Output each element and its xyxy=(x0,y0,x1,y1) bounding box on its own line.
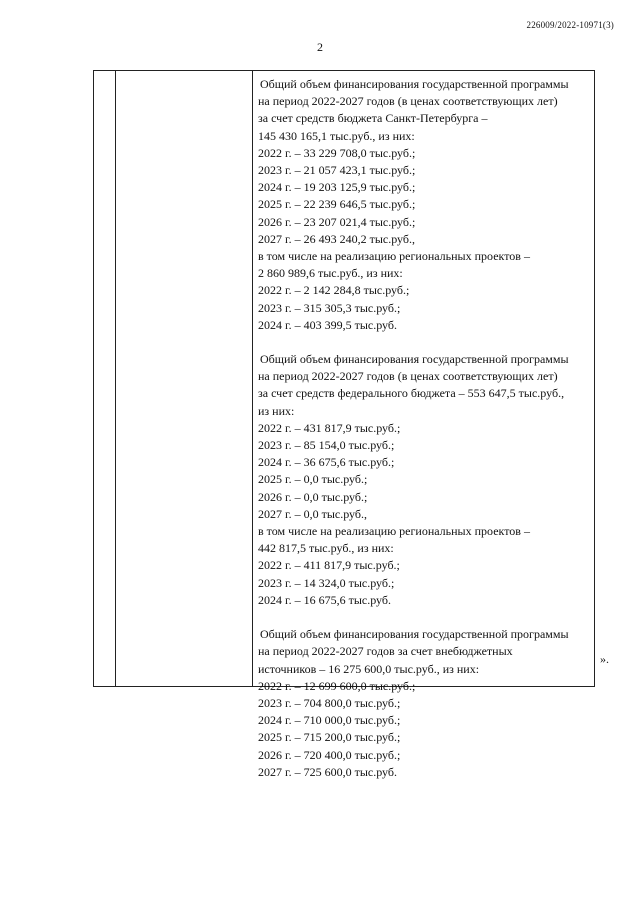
text-line: 2022 г. – 2 142 284,8 тыс.руб.; xyxy=(258,283,410,298)
text-line: в том числе на реализацию региональных проектов – xyxy=(258,524,530,539)
text-line: за счет средств федерального бюджета – 553 647,5 тыс.руб., xyxy=(258,386,565,401)
text-line: 2026 г. – 720 400,0 тыс.руб.; xyxy=(258,747,401,762)
financing-table xyxy=(93,70,595,779)
text-line: 2023 г. – 21 057 423,1 тыс.руб.; xyxy=(258,163,416,178)
text-line: Общий объем финансирования государственной программы xyxy=(260,352,569,367)
text-line: 2024 г. – 16 675,6 тыс.руб. xyxy=(258,592,391,607)
text-line: на период 2022-2027 годов (в ценах соответствующих лет) xyxy=(258,94,558,109)
financing-paragraph xyxy=(258,76,588,334)
text-line: Общий объем финансирования государственной программы xyxy=(260,77,569,91)
column-divider-1 xyxy=(115,71,116,686)
text-line: 2027 г. – 26 493 240,2 тыс.руб., xyxy=(258,231,415,246)
text-line: источников – 16 275 600,0 тыс.руб., из них: xyxy=(258,661,480,676)
text-line: 2025 г. – 0,0 тыс.руб.; xyxy=(258,472,368,487)
text-line: 2027 г. – 725 600,0 тыс.руб. xyxy=(258,764,397,779)
text-line: 2023 г. – 704 800,0 тыс.руб.; xyxy=(258,695,401,710)
text-line: 145 430 165,1 тыс.руб., из них: xyxy=(258,128,415,143)
text-line: 442 817,5 тыс.руб., из них: xyxy=(258,541,394,556)
text-line: 2026 г. – 23 207 021,4 тыс.руб.; xyxy=(258,214,416,229)
text-line: 2025 г. – 715 200,0 тыс.руб.; xyxy=(258,730,401,745)
text-line: на период 2022-2027 годов за счет внебюджетных xyxy=(258,644,513,659)
page-number: 2 xyxy=(317,40,323,54)
text-line: из них: xyxy=(258,403,295,418)
closing-quote: ». xyxy=(600,652,609,666)
text-line: 2026 г. – 0,0 тыс.руб.; xyxy=(258,489,368,504)
text-line: 2022 г. – 411 817,9 тыс.руб.; xyxy=(258,558,400,573)
text-line: 2023 г. – 14 324,0 тыс.руб.; xyxy=(258,575,395,590)
text-line: 2024 г. – 403 399,5 тыс.руб. xyxy=(258,317,397,332)
text-line: на период 2022-2027 годов (в ценах соответствующих лет) xyxy=(258,369,558,384)
financing-paragraph xyxy=(258,626,588,781)
financing-paragraph xyxy=(258,351,588,609)
document-number: 226009/2022-10971(3) xyxy=(526,20,614,30)
text-line: 2024 г. – 710 000,0 тыс.руб.; xyxy=(258,713,401,728)
column-divider-2 xyxy=(252,71,253,686)
text-line: 2023 г. – 315 305,3 тыс.руб.; xyxy=(258,300,401,315)
text-line: 2025 г. – 22 239 646,5 тыс.руб.; xyxy=(258,197,416,212)
text-line: 2 860 989,6 тыс.руб., из них: xyxy=(258,266,403,281)
text-line: за счет средств бюджета Санкт-Петербурга – xyxy=(258,111,488,126)
text-line: 2022 г. – 12 699 600,0 тыс.руб.; xyxy=(258,678,416,693)
text-line: в том числе на реализацию региональных проектов – xyxy=(258,249,530,264)
text-line: 2024 г. – 19 203 125,9 тыс.руб.; xyxy=(258,180,416,195)
text-line: 2022 г. – 431 817,9 тыс.руб.; xyxy=(258,420,401,435)
text-line: 2022 г. – 33 229 708,0 тыс.руб.; xyxy=(258,145,416,160)
text-line: Общий объем финансирования государственной программы xyxy=(260,627,569,642)
text-line: 2027 г. – 0,0 тыс.руб., xyxy=(258,506,367,521)
financing-text-cell xyxy=(258,76,588,781)
text-line: 2023 г. – 85 154,0 тыс.руб.; xyxy=(258,438,395,453)
text-line: 2024 г. – 36 675,6 тыс.руб.; xyxy=(258,455,395,470)
